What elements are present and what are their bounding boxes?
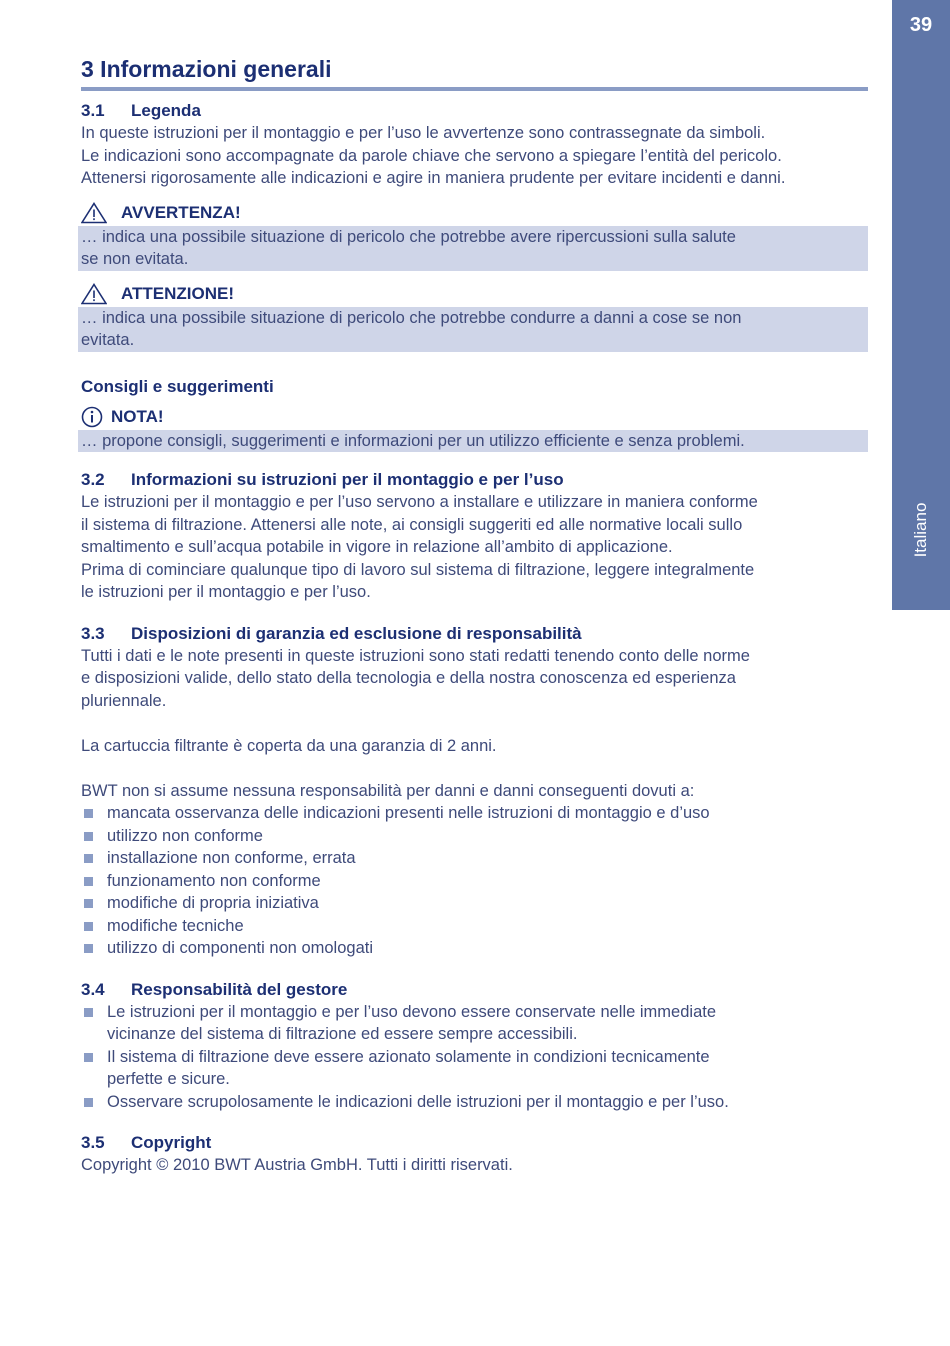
caution-line: … indica una possibile situazione di pericolo che potrebbe condurre a danni a cose se non	[81, 308, 742, 327]
section-number: 3.5	[81, 1133, 105, 1152]
caution-heading	[81, 281, 868, 307]
warning-label: AVVERTENZA!	[121, 202, 241, 222]
section-3-1-heading	[81, 99, 868, 122]
caution-label: ATTENZIONE!	[121, 283, 235, 303]
list-item-line: Osservare scrupolosamente le indicazioni delle istruzioni per il montaggio e per l’uso.	[107, 1092, 729, 1111]
section-number: 3.3	[81, 623, 105, 643]
info-icon	[81, 406, 111, 428]
warning-box	[78, 226, 868, 271]
paragraph-line: le istruzioni per il montaggio e per l’uso.	[81, 583, 371, 601]
liability-intro: BWT non si assume nessuna responsabilità per danni e danni conseguenti dovuti a:	[81, 781, 695, 800]
page-content	[81, 56, 868, 1177]
warning-line: … indica una possibile situazione di pericolo che potrebbe avere ripercussioni sulla salute	[81, 227, 736, 246]
paragraph-line: In queste istruzioni per il montaggio e per l’uso le avvertenze sono contrassegnate da simboli.	[81, 124, 766, 142]
list-item: modifiche tecniche	[81, 915, 868, 938]
note-label: NOTA!	[111, 406, 164, 426]
paragraph-line: e disposizioni valide, dello stato della tecnologia e della nostra conoscenza ed esperienza	[81, 669, 736, 687]
list-item: mancata osservanza delle indicazioni presenti nelle istruzioni di montaggio e d’uso	[81, 802, 868, 825]
warning-triangle-icon	[81, 202, 121, 224]
warning-heading	[81, 200, 868, 226]
paragraph-line: Prima di cominciare qualunque tipo di lavoro sul sistema di filtrazione, leggere integralmente	[81, 560, 755, 579]
note-heading	[81, 404, 868, 430]
section-title: Legenda	[131, 101, 201, 120]
paragraph-line: Attenersi rigorosamente alle indicazioni e agire in maniera prudente per evitare incidenti e danni.	[81, 169, 786, 187]
warranty-text: La cartuccia filtrante è coperta da una garanzia di 2 anni.	[81, 736, 497, 755]
list-item: funzionamento non conforme	[81, 870, 868, 893]
operator-list	[81, 1001, 868, 1114]
section-title: Disposizioni di garanzia ed esclusione di responsabilità	[131, 623, 582, 643]
section-title: Responsabilità del gestore	[131, 979, 348, 999]
section-3-2-heading	[81, 468, 868, 491]
page-number: 39	[909, 14, 933, 36]
section-number: 3.1	[81, 101, 105, 120]
copyright-text: Copyright © 2010 BWT Austria GmbH. Tutti i diritti riservati.	[81, 1156, 513, 1174]
paragraph-line: Le indicazioni sono accompagnate da parole chiave che servono a spiegare l’entità del pericolo.	[81, 146, 782, 165]
side-tab	[892, 0, 950, 610]
warning-line: se non evitata.	[81, 250, 189, 268]
tips-title: Consigli e suggerimenti	[81, 376, 274, 396]
language-label: Italiano	[911, 502, 930, 558]
list-item: installazione non conforme, errata	[81, 847, 868, 870]
section-3-3-heading	[81, 622, 868, 645]
paragraph-line: pluriennale.	[81, 691, 167, 710]
list-item	[81, 1046, 868, 1091]
warning-triangle-icon	[81, 283, 121, 305]
list-item-line: vicinanze del sistema di filtrazione ed essere sempre accessibili.	[107, 1025, 578, 1043]
caution-box	[78, 307, 868, 352]
list-item-line: Il sistema di filtrazione deve essere azionato solamente in condizioni tecnicamente	[107, 1047, 710, 1066]
list-item	[81, 1001, 868, 1046]
section-number: 3.4	[81, 979, 105, 999]
section-3-5-heading	[81, 1131, 868, 1154]
list-item	[81, 1091, 868, 1114]
caution-line: evitata.	[81, 331, 135, 349]
list-item: utilizzo non conforme	[81, 825, 868, 848]
paragraph-line: smaltimento e sull’acqua potabile in vigore in relazione all’ambito di applicazione.	[81, 538, 673, 556]
list-item-line: Le istruzioni per il montaggio e per l’uso devono essere conservate nelle immediate	[107, 1002, 717, 1021]
paragraph-line: il sistema di filtrazione. Attenersi alle note, ai consigli suggeriti ed alle normative locali sullo	[81, 515, 743, 534]
section-3-4-heading	[81, 978, 868, 1001]
note-box	[78, 430, 868, 453]
paragraph-line: Tutti i dati e le note presenti in queste istruzioni sono stati redatti tenendo conto delle norme	[81, 646, 750, 665]
paragraph-line: Le istruzioni per il montaggio e per l’uso servono a installare e utilizzare in maniera conforme	[81, 493, 758, 511]
section-title: Copyright	[131, 1133, 212, 1152]
section-title: Informazioni su istruzioni per il montaggio e per l’uso	[131, 470, 564, 489]
list-item: modifiche di propria iniziativa	[81, 892, 868, 915]
list-item-line: perfette e sicure.	[107, 1070, 230, 1088]
page-title: 3 Informazioni generali	[81, 56, 868, 91]
section-number: 3.2	[81, 470, 105, 489]
note-line: … propone consigli, suggerimenti e informazioni per un utilizzo efficiente e senza problemi.	[81, 431, 745, 450]
list-item: utilizzo di componenti non omologati	[81, 937, 868, 960]
liability-list	[81, 802, 868, 960]
